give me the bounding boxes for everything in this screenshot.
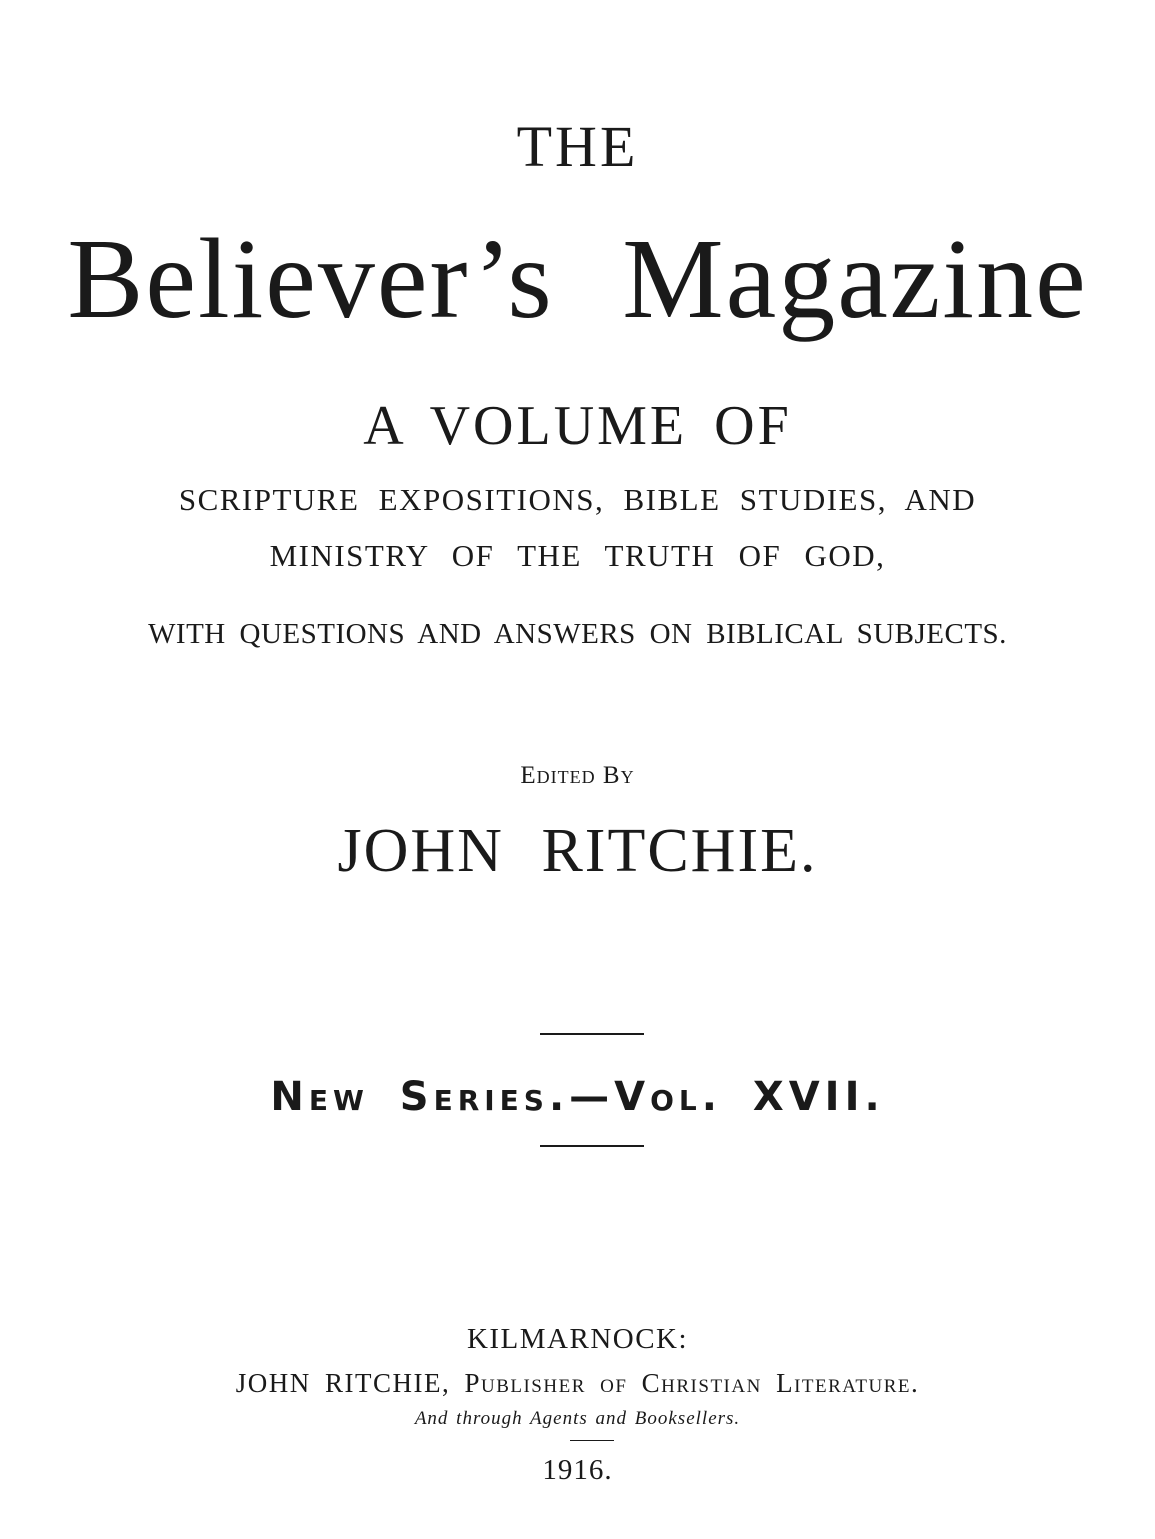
magazine-title: Believer’s Magazine bbox=[67, 215, 1088, 342]
edited-by-label: Edited By bbox=[520, 762, 635, 789]
description-line-1: SCRIPTURE EXPOSITIONS, BIBLE STUDIES, AND bbox=[178, 482, 977, 517]
description-line-2: MINISTRY OF THE TRUTH OF GOD, bbox=[269, 538, 886, 573]
title-article: THE bbox=[516, 114, 639, 179]
series-volume: New Series.—Vol. XVII. bbox=[270, 1074, 885, 1120]
publication-place: KILMARNOCK: bbox=[466, 1323, 689, 1355]
volume-heading: A VOLUME OF bbox=[363, 395, 792, 457]
publisher-line: JOHN RITCHIE, Publisher of Christian Literature. bbox=[235, 1368, 920, 1398]
divider-rule-top bbox=[540, 1033, 644, 1035]
divider-rule-small bbox=[570, 1440, 614, 1441]
description-line-3: WITH QUESTIONS AND ANSWERS ON BIBLICAL SUBJECTS. bbox=[148, 618, 1007, 650]
publication-year: 1916. bbox=[542, 1454, 613, 1486]
agents-line: And through Agents and Booksellers. bbox=[414, 1408, 741, 1429]
editor-name: JOHN RITCHIE. bbox=[337, 817, 818, 885]
divider-rule-bottom bbox=[540, 1145, 644, 1147]
